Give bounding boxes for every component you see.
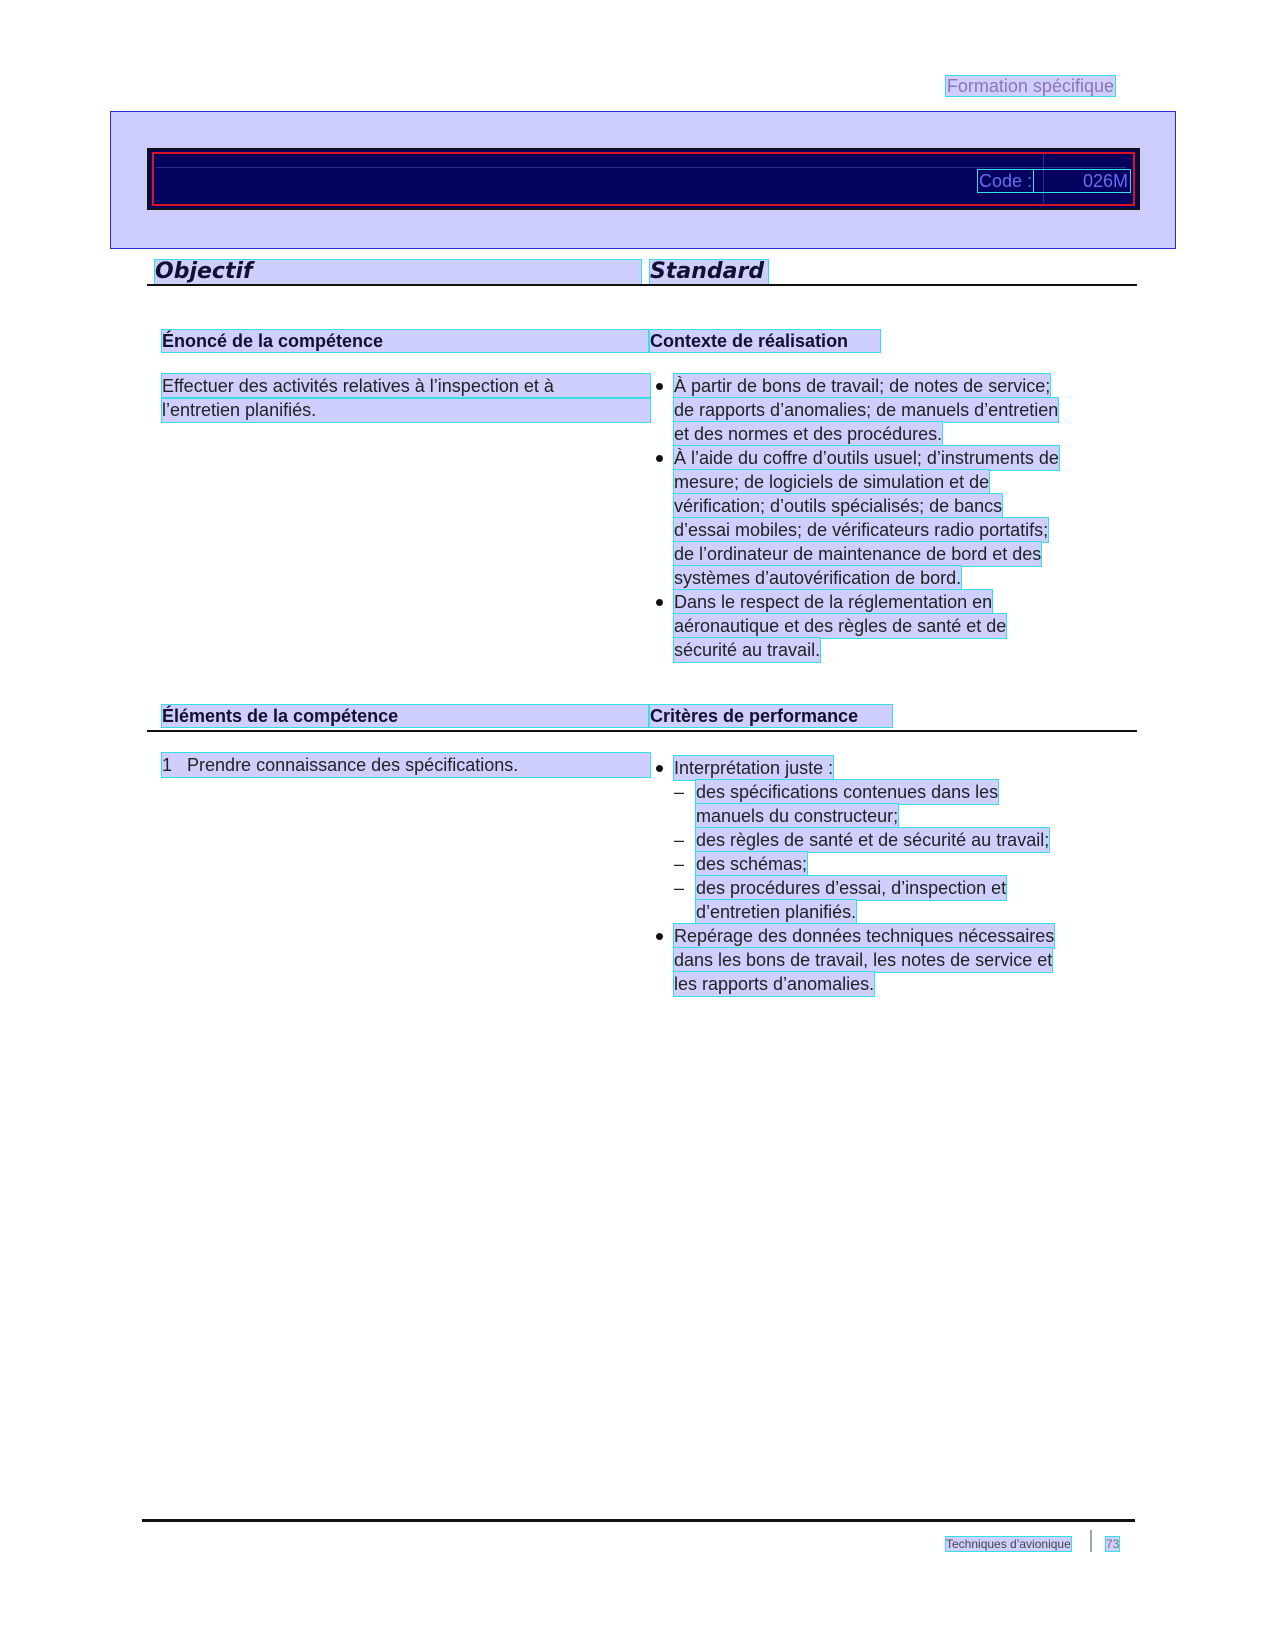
element-number: 1 bbox=[162, 755, 173, 775]
text-line: À l’aide du coffre d’outils usuel; d’instruments de bbox=[674, 448, 1059, 468]
enonce-heading: Énoncé de la compétence bbox=[162, 330, 648, 352]
contexte-item bbox=[650, 446, 1120, 590]
text-line: de rapports d’anomalies; de manuels d’entretien bbox=[674, 400, 1059, 420]
text-line: des schémas; bbox=[696, 854, 808, 874]
enonce-line: l’entretien planifiés. bbox=[162, 398, 650, 422]
text-line: Dans le respect de la réglementation en bbox=[674, 592, 993, 612]
critere-subitem bbox=[650, 876, 1120, 924]
element-text: Prendre connaissance des spécifications. bbox=[187, 755, 519, 775]
footer-rule bbox=[142, 1519, 1135, 1522]
critere-item bbox=[650, 756, 1120, 780]
page-number: 73 bbox=[1106, 1537, 1120, 1551]
critere-label: Interprétation juste : bbox=[674, 758, 834, 778]
elements-heading: Éléments de la compétence bbox=[162, 705, 648, 727]
code-label: Code : bbox=[979, 171, 1033, 191]
text-line: aéronautique et des règles de santé et de bbox=[674, 616, 1007, 636]
text-line: des spécifications contenues dans les bbox=[696, 782, 999, 802]
title-band-line bbox=[156, 167, 1126, 168]
text-line: et des normes et des procédures. bbox=[674, 424, 943, 444]
header-rule bbox=[147, 284, 1137, 286]
text-line: manuels du constructeur; bbox=[696, 806, 899, 826]
contexte-item bbox=[650, 590, 1120, 662]
standard-title: Standard bbox=[650, 260, 768, 284]
element-item bbox=[162, 753, 650, 777]
text-line: systèmes d’autovérification de bord. bbox=[674, 568, 962, 588]
text-line: vérification; d’outils spécialisés; de bancs bbox=[674, 496, 1003, 516]
text-line: Repérage des données techniques nécessaires bbox=[674, 926, 1055, 946]
text-line: de l’ordinateur de maintenance de bord et des bbox=[674, 544, 1042, 564]
contexte-list bbox=[650, 374, 1120, 662]
contexte-heading: Contexte de réalisation bbox=[650, 330, 880, 352]
contexte-item bbox=[650, 374, 1120, 446]
criteres-list bbox=[650, 756, 1120, 996]
text-line: d’essai mobiles; de vérificateurs radio portatifs; bbox=[674, 520, 1049, 540]
criteres-heading: Critères de performance bbox=[650, 705, 892, 727]
footer-program: Techniques d’avionique bbox=[946, 1537, 1071, 1551]
text-line: dans les bons de travail, les notes de service et bbox=[674, 950, 1053, 970]
text-line: À partir de bons de travail; de notes de service; bbox=[674, 376, 1051, 396]
text-line: sécurité au travail. bbox=[674, 640, 821, 660]
critere-subitem bbox=[650, 828, 1120, 852]
text-line: des règles de santé et de sécurité au travail; bbox=[696, 830, 1050, 850]
critere-subitem bbox=[650, 780, 1120, 828]
objectif-title: Objectif bbox=[155, 260, 641, 284]
text-line: mesure; de logiciels de simulation et de bbox=[674, 472, 990, 492]
section-label: Formation spécifique bbox=[946, 76, 1114, 96]
enonce-line: Effectuer des activités relatives à l’inspection et à bbox=[162, 374, 650, 398]
elements-rule bbox=[147, 730, 1137, 732]
text-line: les rapports d’anomalies. bbox=[674, 974, 875, 994]
critere-item bbox=[650, 924, 1120, 996]
text-line: d’entretien planifiés. bbox=[696, 902, 857, 922]
code-value: 026M bbox=[1034, 170, 1130, 192]
critere-subitem bbox=[650, 852, 1120, 876]
footer-separator bbox=[1090, 1530, 1092, 1552]
text-line: des procédures d’essai, d’inspection et bbox=[696, 878, 1007, 898]
enonce-text bbox=[162, 374, 650, 422]
